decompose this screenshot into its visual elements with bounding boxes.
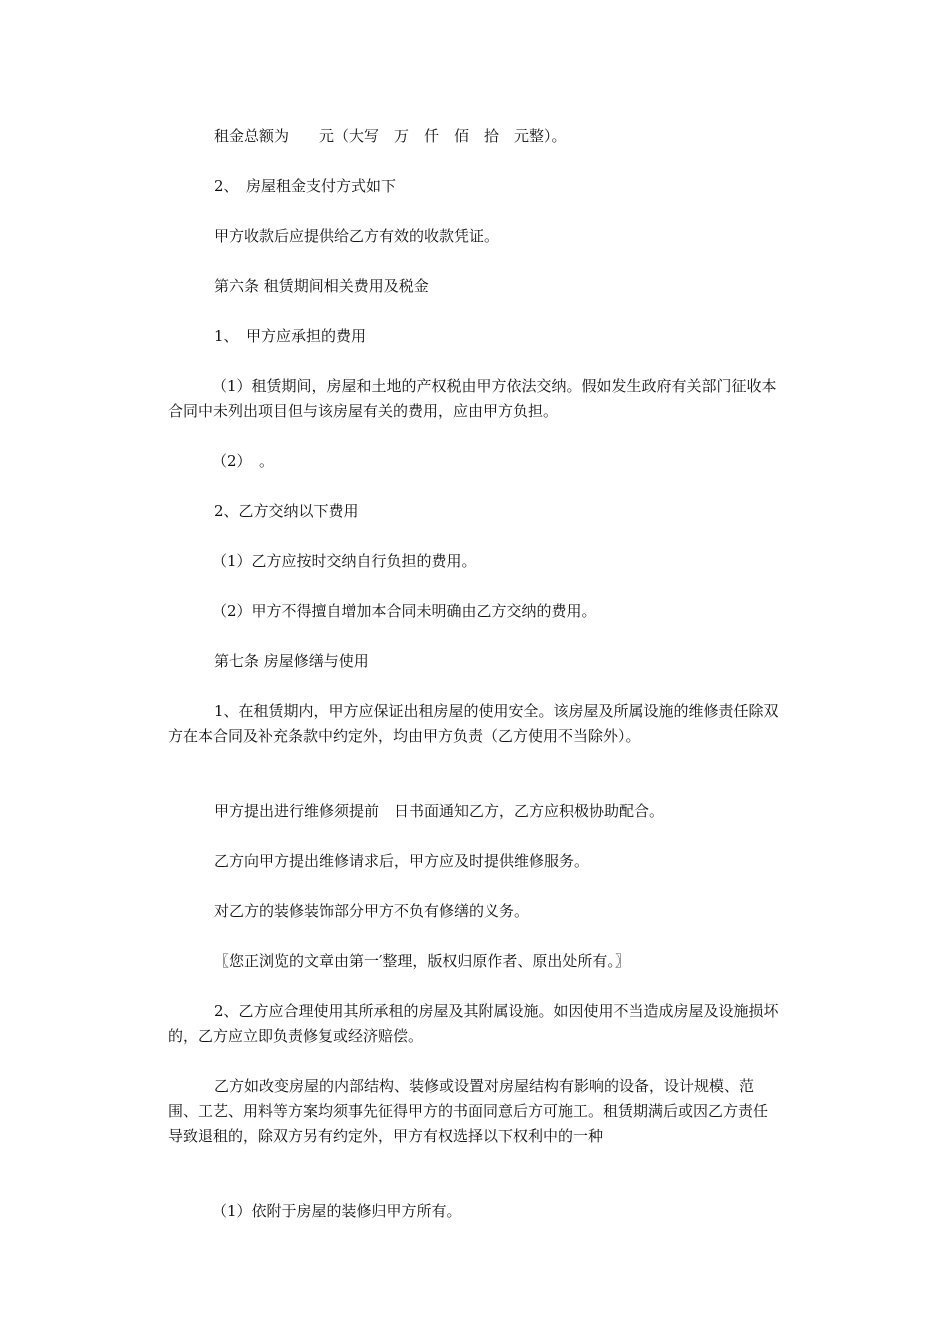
paragraph-item-2-blank: （2） 。 <box>212 452 275 470</box>
document-page <box>168 0 782 1344</box>
paragraph-repair-notice: 甲方提出进行维修须提前 日书面通知乙方，乙方应积极协助配合。 <box>214 802 665 820</box>
paragraph-party-a-fees: 1、 甲方应承担的费用 <box>214 327 367 345</box>
paragraph-rent-total: 租金总额为 元（大写 万 仟 佰 拾 元整）。 <box>214 127 567 145</box>
paragraph-repair-request: 乙方向甲方提出维修请求后，甲方应及时提供维修服务。 <box>214 852 590 870</box>
heading-article-seven: 第七条 房屋修缮与使用 <box>214 652 369 670</box>
paragraph-receipt: 甲方收款后应提供给乙方有效的收款凭证。 <box>214 227 500 245</box>
paragraph-copyright-notice: 〖您正浏览的文章由第一′整理，版权归原作者、原出处所有。〗 <box>214 952 630 970</box>
paragraph-party-b-fees: 2、乙方交纳以下费用 <box>214 502 359 520</box>
paragraph-property-tax: （1）租赁期间，房屋和土地的产权税由甲方依法交纳。假如发生政府有关部门征收本合同中未列出项目但与该房屋有关的费用，应由甲方负担。 <box>168 377 777 420</box>
paragraph-decoration-ownership: （1）依附于房屋的装修归甲方所有。 <box>212 1202 462 1220</box>
paragraph-structure-change: 乙方如改变房屋的内部结构、装修或设置对房屋结构有影响的设备，设计规模、范围、工艺、用料等方案均须事先征得甲方的书面同意后方可施工。租赁期满后或因乙方责任导致退租的，除双方另有约定外，甲方有权选择以下权利中的一种 <box>168 1077 769 1145</box>
paragraph-no-extra-fees: （2）甲方不得擅自增加本合同未明确由乙方交纳的费用。 <box>212 602 597 620</box>
paragraph-party-b-own-fees: （1）乙方应按时交纳自行负担的费用。 <box>212 552 477 570</box>
heading-article-six: 第六条 租赁期间相关费用及税金 <box>214 277 429 295</box>
paragraph-payment-method: 2、 房屋租金支付方式如下 <box>214 177 397 195</box>
paragraph-proper-use: 2、乙方应合理使用其所承租的房屋及其附属设施。如因使用不当造成房屋及设施损坏的，乙方应立即负责修复或经济赔偿。 <box>168 1002 779 1045</box>
paragraph-maintenance-duty: 1、在租赁期内，甲方应保证出租房屋的使用安全。该房屋及所属设施的维修责任除双方在本合同及补充条款中约定外，均由甲方负责（乙方使用不当除外）。 <box>168 702 779 745</box>
paragraph-decoration: 对乙方的装修装饰部分甲方不负有修缮的义务。 <box>214 902 530 920</box>
